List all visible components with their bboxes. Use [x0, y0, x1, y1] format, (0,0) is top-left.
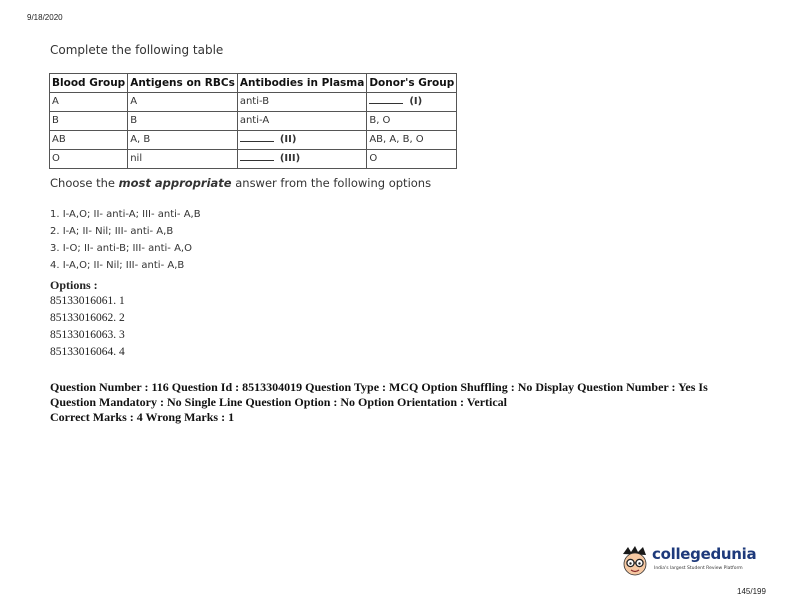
blank-label: (III): [279, 153, 301, 164]
cell-antibodies: [237, 131, 366, 150]
cell-antibodies: [237, 150, 366, 169]
cell-group: B: [50, 112, 128, 131]
cell-antigens: B: [128, 112, 238, 131]
cell-donors: AB, A, B, O: [367, 131, 457, 150]
header-blood-group: Blood Group: [50, 74, 128, 93]
header-donors: Donor's Group: [367, 74, 457, 93]
table-row: [50, 93, 457, 112]
table-row: [50, 150, 457, 169]
cell-group: O: [50, 150, 128, 169]
blank-line: [369, 93, 403, 104]
metadata-line: Question Mandatory : No Single Line Question Option : No Option Orientation : Vertical: [50, 395, 508, 409]
cell-donors: O: [367, 150, 457, 169]
blank-label: (II): [279, 134, 297, 145]
option-item: 85133016063. 3: [50, 329, 125, 341]
table-row: [50, 112, 457, 131]
header-antigens: Antigens on RBCs: [128, 74, 238, 93]
options-list: [50, 293, 125, 361]
collegedunia-logo: [619, 545, 769, 585]
cell-antigens: nil: [128, 150, 238, 169]
blood-group-table: [49, 73, 457, 169]
logo-wordmark: collegedunia: [652, 545, 757, 563]
cell-group: A: [50, 93, 128, 112]
cell-antibodies: anti-A: [237, 112, 366, 131]
page-number: 145/199: [737, 587, 766, 596]
cell-donors: [367, 93, 457, 112]
metadata-line: Question Number : 116 Question Id : 8513304019 Question Type : MCQ Option Shuffling : No Display Question Number : Yes Is: [50, 380, 708, 394]
choose-instruction: [50, 176, 431, 190]
cell-donors: B, O: [367, 112, 457, 131]
choose-suffix: answer from the following options: [231, 176, 432, 190]
choose-emphasis: most appropriate: [118, 176, 232, 190]
answer-list: [50, 206, 201, 274]
cell-group: AB: [50, 131, 128, 150]
answer-item: 3. I-O; II- anti-B; III- anti- A,O: [50, 243, 192, 254]
blank-line: [240, 150, 274, 161]
options-heading: Options :: [50, 278, 98, 292]
header-antibodies: Antibodies in Plasma: [237, 74, 366, 93]
print-date: 9/18/2020: [27, 13, 63, 22]
answer-item: 4. I-A,O; II- Nil; III- anti- A,B: [50, 260, 185, 271]
cell-antibodies: anti-B: [237, 93, 366, 112]
mascot-face-icon: [619, 545, 651, 579]
question-instruction: Complete the following table: [50, 43, 224, 57]
table-header-row: [50, 74, 457, 93]
logo-tagline: India's largest Student Review Platform: [654, 566, 743, 571]
answer-item: 2. I-A; II- Nil; III- anti- A,B: [50, 226, 174, 237]
question-metadata: [50, 380, 750, 425]
metadata-line: Correct Marks : 4 Wrong Marks : 1: [50, 410, 235, 424]
option-item: 85133016062. 2: [50, 312, 125, 324]
option-item: 85133016061. 1: [50, 295, 125, 307]
table-row: [50, 131, 457, 150]
blank-label: (I): [409, 96, 423, 107]
answer-item: 1. I-A,O; II- anti-A; III- anti- A,B: [50, 209, 201, 220]
cell-antigens: A: [128, 93, 238, 112]
choose-prefix: Choose the: [50, 176, 119, 190]
option-item: 85133016064. 4: [50, 346, 125, 358]
blank-line: [240, 131, 274, 142]
cell-antigens: A, B: [128, 131, 238, 150]
